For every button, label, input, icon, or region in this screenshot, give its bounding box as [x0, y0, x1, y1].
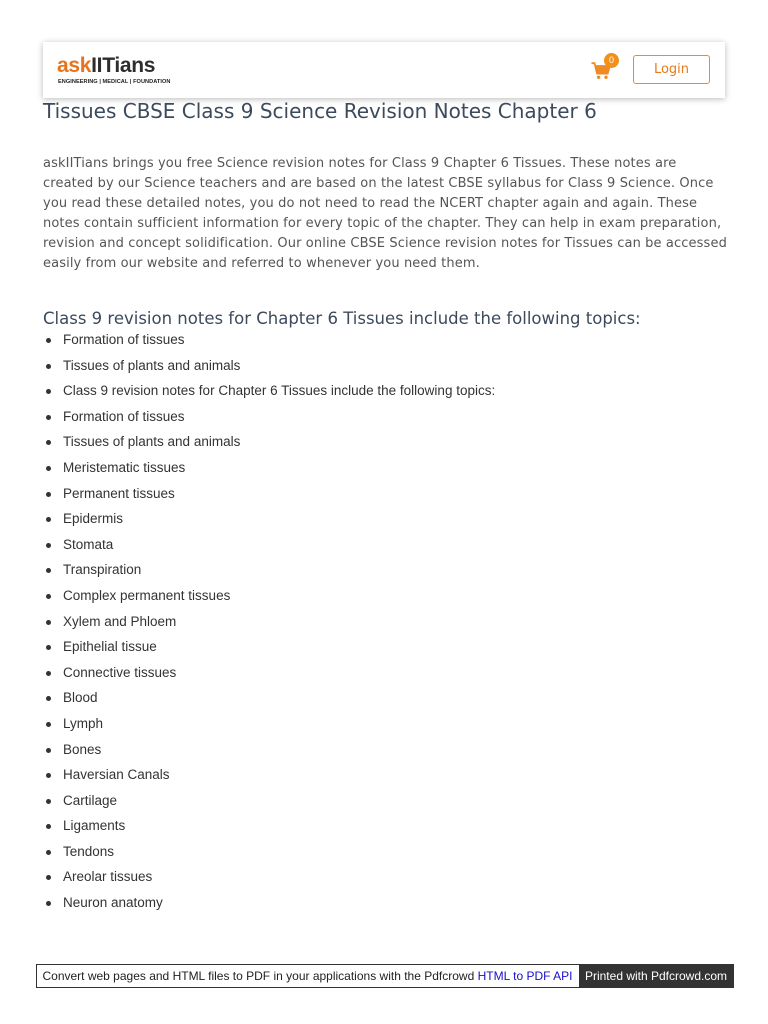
- logo-wordmark: [57, 54, 155, 78]
- cart-count-badge: 0: [604, 53, 619, 68]
- topic-item: Class 9 revision notes for Chapter 6 Tissues include the following topics:: [44, 381, 495, 407]
- topic-item: Haversian Canals: [44, 765, 495, 791]
- askiitians-logo[interactable]: [57, 54, 187, 86]
- site-header: [43, 42, 725, 98]
- topic-item: Ligaments: [44, 816, 495, 842]
- topic-list: [44, 330, 495, 919]
- topic-item: Tendons: [44, 842, 495, 868]
- intro-paragraph: askIITians brings you free Science revision notes for Class 9 Chapter 6 Tissues. These notes are created by our Science teachers and are based on the latest CBSE syllabus for Class 9 Science. Once you read these detailed notes, you do not need to read the NCERT chapter again and again. These notes contain sufficient information for every topic of the chapter. They can help in exam preparation, revision and concept solidification. Our online CBSE Science revision notes for Tissues can be accessed easily from our website and referred to whenever you need them.: [43, 156, 727, 271]
- pdfcrowd-footer: [36, 964, 734, 988]
- topic-item: Transpiration: [44, 560, 495, 586]
- topic-item: Tissues of plants and animals: [44, 356, 495, 382]
- logo-part-iitians: IITians: [91, 54, 156, 77]
- topic-item: Formation of tissues: [44, 407, 495, 433]
- topic-item: Areolar tissues: [44, 867, 495, 893]
- topic-item: Blood: [44, 688, 495, 714]
- printed-with-pdfcrowd-link[interactable]: Printed with Pdfcrowd.com: [579, 965, 733, 987]
- topic-item: Stomata: [44, 535, 495, 561]
- logo-tagline: ENGINEERING | MEDICAL | FOUNDATION: [58, 79, 171, 85]
- topic-item: Tissues of plants and animals: [44, 432, 495, 458]
- page-title: Tissues CBSE Class 9 Science Revision Notes Chapter 6: [43, 99, 597, 123]
- html-to-pdf-api-link[interactable]: HTML to PDF API: [477, 969, 573, 983]
- footer-message: [37, 965, 578, 987]
- topic-item: Cartilage: [44, 791, 495, 817]
- topic-item: Epithelial tissue: [44, 637, 495, 663]
- topic-item: Neuron anatomy: [44, 893, 495, 919]
- topic-item: Epidermis: [44, 509, 495, 535]
- topic-item: Formation of tissues: [44, 330, 495, 356]
- cart-button[interactable]: [591, 55, 619, 84]
- topic-item: Xylem and Phloem: [44, 612, 495, 638]
- topic-item: Complex permanent tissues: [44, 586, 495, 612]
- topic-item: Bones: [44, 740, 495, 766]
- topic-item: Meristematic tissues: [44, 458, 495, 484]
- topic-item: Lymph: [44, 714, 495, 740]
- topic-item: Permanent tissues: [44, 484, 495, 510]
- footer-text: Convert web pages and HTML files to PDF in your applications with the Pdfcrowd: [42, 969, 475, 983]
- logo-part-ask: ask: [57, 54, 92, 77]
- topics-heading: Class 9 revision notes for Chapter 6 Tissues include the following topics:: [43, 309, 641, 328]
- login-button[interactable]: Login: [633, 55, 710, 84]
- topic-item: Connective tissues: [44, 663, 495, 689]
